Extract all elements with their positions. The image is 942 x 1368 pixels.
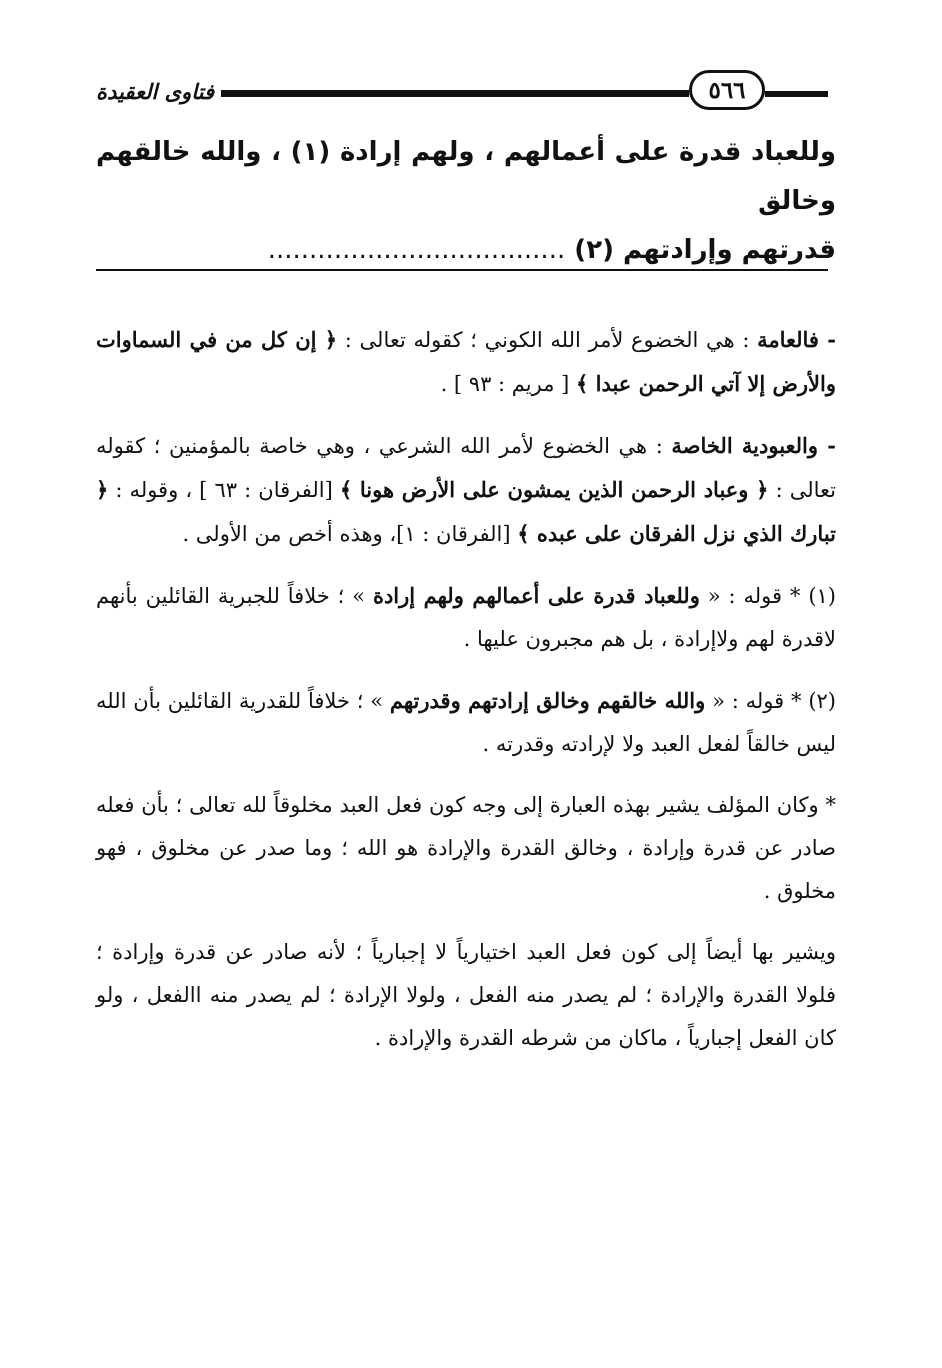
commentary [96, 318, 836, 1078]
paragraph-special-servitude [96, 424, 836, 556]
paragraph-author-intent: * وكان المؤلف يشير بهذه العبارة إلى وجه كون فعل العبد مخلوقاً لله تعالى ؛ بأن فعله صادر عن قدرة وإرادة ، وخالق القدرة والإرادة هو الله ؛ وما صدر عن مخلوق ، فهو مخلوق . [96, 793, 836, 903]
term-special: - والعبودية الخاصة [671, 433, 836, 458]
p1-text-1: : هي الخضوع لأمر الله الكوني ؛ كقوله تعالى : [337, 328, 758, 352]
matn-line-2 [96, 226, 836, 275]
paragraph-note-2 [96, 679, 836, 766]
page-number: ٥٦٦ [689, 70, 765, 110]
p1-text-2: [ مريم : ٩٣ ] . [440, 372, 576, 396]
matn-line-1: وللعباد قدرة على أعمالهم ، ولهم إرادة (١) ، والله خالقهم وخالق [96, 137, 836, 216]
p3-text-2: » ؛ خلافاً للجبرية القائلين بأنهم لاقدرة لهم ولاإرادة ، بل هم مجبرون عليها . [96, 584, 836, 651]
p3-text-1: (١) * قوله : « [699, 584, 836, 608]
term-general: - فالعامة [757, 327, 837, 352]
p2-text-2: [الفرقان : ٦٣ ] ، وقوله : [108, 478, 340, 502]
p4-text-1: (٢) * قوله : « [705, 689, 836, 713]
header-rule [221, 90, 689, 97]
verse-furqan-1: ﴿ تبارك الذي نزل الفرقان على عبده ﴾ [96, 477, 836, 546]
running-title: فتاوى العقيدة [96, 80, 215, 104]
matn-line-2-text: قدرتهم وإرادتهم (٢) [574, 235, 836, 265]
divider-line [96, 269, 828, 271]
matn-text [96, 128, 836, 275]
paragraph-choice: ويشير بها أيضاً إلى كون فعل العبد اختيارياً لا إجبارياً ؛ لأنه صادر عن قدرة وإرادة ؛ فلولا القدرة والإرادة ؛ لم يصدر منه الفعل ، ولولا الإرادة ؛ لم يصدر منه االفعل ، ولو كان الفعل إجبارياً ، ماكان من شرطه القدرة والإرادة . [96, 940, 836, 1050]
verse-maryam: ﴿ إن كل من في السماوات والأرض إلا آتي الرحمن عبدا ﴾ [96, 327, 836, 396]
p2-text-1: : هي الخضوع لأمر الله الشرعي ، وهي خاصة بالمؤمنين ؛ كقوله تعالى : [96, 434, 837, 502]
p2-text-3: [الفرقان : ١]، وهذه أخص من الأولى . [182, 522, 518, 546]
paragraph-note-1 [96, 574, 836, 661]
verse-furqan-63: ﴿ وعباد الرحمن الذين يمشون على الأرض هونا ﴾ [339, 477, 769, 502]
paragraph-general-servitude [96, 318, 836, 406]
header-rule-short [765, 91, 828, 97]
p3-quote: وللعباد قدرة على أعمالهم ولهم إرادة [372, 583, 700, 608]
p4-quote: والله خالقهم وخالق إرادتهم وقدرتهم [389, 688, 706, 713]
p4-text-2: » ؛ خلافاً للقدرية القائلين بأن الله ليس خالقاً لفعل العبد ولا لإرادته وقدرته . [96, 689, 836, 756]
page-header [96, 70, 828, 120]
matn-dots: .................................... [267, 235, 566, 265]
